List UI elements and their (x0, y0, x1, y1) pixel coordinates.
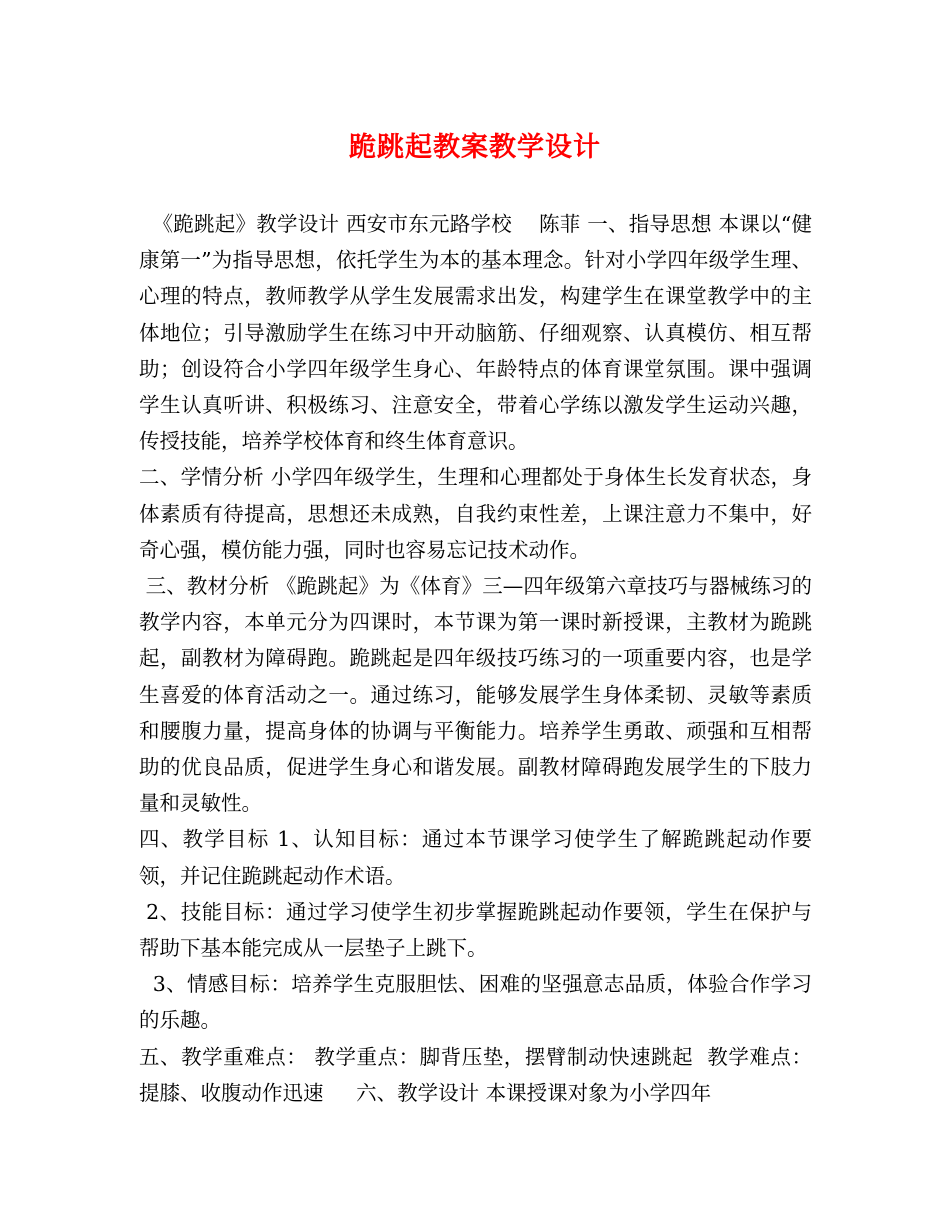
paragraph-material-analysis: 三、教材分析 《跪跳起》为《体育》三—四年级第六章技巧与器械练习的教学内容，本单元分为四课时，本节课为第一课时新授课，主教材为跪跳起，副教材为障碍跑。跪跳起是四年级技巧练习的一项重要内容，也是学生喜爱的体育活动之一。通过练习，能够发展学生身体柔韧、灵敏等素质和腰腹力量，提高身体的协调与平衡能力。培养学生勇敢、顽强和互相帮助的优良品质，促进学生身心和谐发展。副教材障碍跑发展学生的下肢力量和灵敏性。 (139, 574, 812, 816)
paragraph-student-analysis: 二、学情分析 小学四年级学生，生理和心理都处于身体生长发育状态，身体素质有待提高，思想还未成熟，自我约束性差，上课注意力不集中，好奇心强，模仿能力强，同时也容易忘记技术动作。 (139, 465, 812, 562)
document-title: 跪跳起教案教学设计 (349, 132, 601, 163)
paragraph-skill-goal: 2、技能目标：通过学习使学生初步掌握跪跳起动作要领，学生在保护与帮助下基本能完成从一层垫子上跳下。 (139, 899, 812, 961)
paragraph-guiding-thought: 《跪跳起》教学设计 西安市东元路学校 陈菲 一、指导思想 本课以“健康第一”为指导思想，依托学生为本的基本理念。针对小学四年级学生理、心理的特点，教师教学从学生发展需求出发，构建学生在课堂教学中的主体地位；引导激励学生在练习中开动脑筋、仔细观察、认真模仿、相互帮助；创设符合小学四年级学生身心、年龄特点的体育课堂氛围。课中强调学生认真听讲、积极练习、注意安全，带着心学练以激发学生运动兴趣，传授技能，培养学校体育和终生体育意识。 (139, 212, 812, 454)
paragraph-emotional-goal: 3、情感目标：培养学生克服胆怯、困难的坚强意志品质，体验合作学习的乐趣。 (139, 972, 812, 1033)
paragraph-key-points: 五、教学重难点： 教学重点：脚背压垫，摆臂制动快速跳起 教学难点：提膝、收腹动作迅速 六、教学设计 本课授课对象为小学四年 (139, 1044, 812, 1105)
paragraph-cognitive-goal: 四、教学目标 1、认知目标：通过本节课学习使学生了解跪跳起动作要领，并记住跪跳起动作术语。 (139, 827, 812, 888)
document-body (139, 206, 812, 1111)
